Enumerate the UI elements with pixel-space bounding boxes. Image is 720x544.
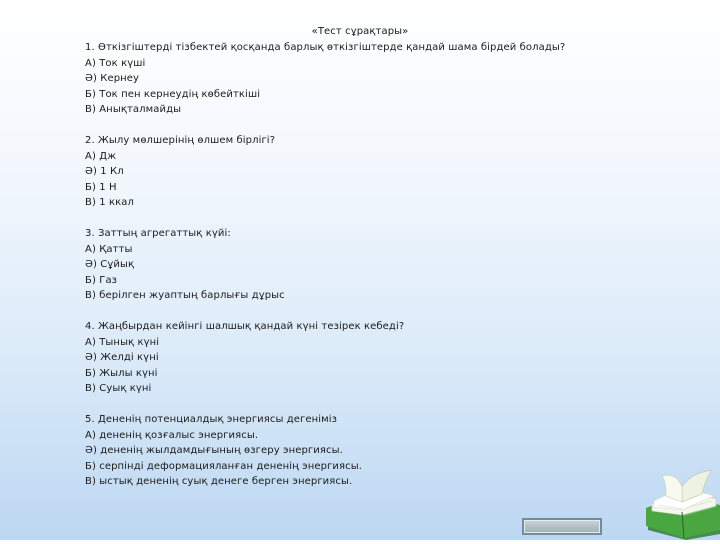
answer-option-ae: Ә) дененің жылдамдығының өзгеру энергиясы. [85,445,343,456]
book-icon [642,468,720,540]
answer-option-b: Б) 1 Н [85,181,117,193]
question-3 [85,226,645,304]
answer-option-ae: Ә) Сұйық [85,259,135,270]
answer-option-ae: Ә) 1 Кл [85,166,124,177]
answer-option-a: А) Тынық күні [85,336,160,348]
question-text: 3. Заттың агрегаттық күйі: [85,228,231,239]
answer-option-b: Б) Жылы күні [85,367,158,379]
question-2 [85,133,645,211]
question-list [85,40,645,490]
page-title: «Тест сұрақтары» [311,26,409,37]
question-4 [85,319,645,397]
answer-option-ae: Ә) Кернеу [85,73,140,84]
question-text: 4. Жаңбырдан кейінгі шалшық қандай күні тезірек кебеді? [85,321,405,332]
answer-option-v: В) 1 ккал [85,197,134,208]
answer-option-a: А) Ток күші [85,57,146,69]
answer-option-v: В) берілген жуаптың барлығы дұрыс [85,290,285,301]
question-1 [85,40,645,118]
question-text: 1. Өткізгіштерді тізбектей қосқанда барлық өткізгіштерде қандай шама бірдей болады? [85,42,566,53]
question-text: 2. Жылу мөлшерінің өлшем бірлігі? [85,135,276,146]
answer-option-v: В) Суық күні [85,383,152,394]
answer-option-a: А) Дж [85,150,117,162]
answer-option-v: В) ыстық дененің суық денеге берген энергиясы. [85,476,353,487]
answer-option-a: А) дененің қозғалыс энергиясы. [85,429,259,441]
navigation-button[interactable] [522,518,602,535]
answer-option-ae: Ә) Желді күні [85,352,159,363]
question-text: 5. Дененің потенциалдық энергиясы дегеніміз [85,414,338,425]
answer-option-a: А) Қатты [85,243,133,255]
answer-option-b: Б) Газ [85,274,118,286]
answer-option-v: В) Анықталмайды [85,104,182,115]
answer-option-b: Б) Ток пен кернеудің көбейткіші [85,88,261,100]
answer-option-b: Б) серпінді деформацияланған дененің энергиясы. [85,460,362,472]
question-5 [85,412,645,490]
